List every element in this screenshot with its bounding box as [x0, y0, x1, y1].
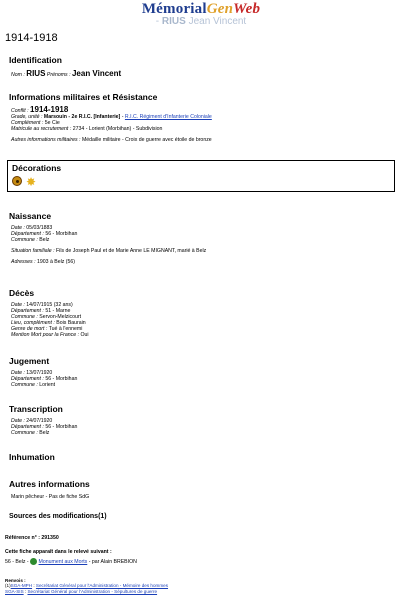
section-militaire: Informations militaires et Résistance: [9, 92, 158, 102]
sga-mph-desc-link[interactable]: Secrétariat Général pour l'Administration - Mémoire des hommes: [35, 583, 169, 589]
jugement-dept: Département : 56 - Morbihan: [11, 376, 78, 383]
transcription-dept: Département : 56 - Morbihan: [11, 424, 78, 431]
renvois-title: Renvois :: [5, 578, 26, 583]
releve-title: Cette fiche apparaît dans le relevé suivant :: [5, 549, 112, 555]
jugement-commune: Commune : Lorient: [11, 382, 56, 389]
naissance-dept: Département : 56 - Morbihan: [11, 231, 78, 238]
matricule-line: Matricule au recrutement : 2734 - Lorient (Morbihan) - Subdivision: [11, 126, 163, 133]
situation-familiale: Situation familiale : Fils de Joseph Paul et de Marie Anne LE MIGNANT, marié à Belz: [11, 248, 207, 255]
section-deces: Décès: [9, 288, 35, 298]
site-logo[interactable]: MémorialGenWeb: [141, 1, 261, 17]
adresses: Adresses : 1903 à Belz (56): [11, 259, 76, 266]
medaille-militaire-icon[interactable]: [12, 176, 22, 186]
sga-sis-link[interactable]: SGA-SIS: [5, 588, 24, 594]
nom-line: Nom : RIUS Prénoms : Jean Vincent: [11, 69, 122, 78]
deces-dept: Département : 51 - Marne: [11, 308, 71, 315]
deces-lieu: Lieu, complément : Bois Baurain: [11, 320, 86, 327]
complement-line: Complément : 5e Cie: [11, 120, 60, 127]
monument-aux-morts-link[interactable]: Monument aux Morts: [38, 558, 88, 565]
monument-icon: [30, 558, 37, 565]
section-naissance: Naissance: [9, 211, 52, 221]
section-decorations: Décorations: [12, 163, 62, 173]
section-transcription: Transcription: [9, 404, 63, 414]
deces-genre: Genre de mort : Tué à l'ennemi: [11, 326, 83, 333]
releve-line: 56 - Belz - Monument aux Morts - par Alain BREBION: [5, 558, 137, 565]
site-header: [0, 0, 402, 34]
naissance-commune: Commune : Belz: [11, 237, 50, 244]
jugement-date: Date : 13/07/1920: [11, 370, 53, 376]
naissance-date: Date : 05/03/1883: [11, 225, 53, 231]
section-jugement: Jugement: [9, 356, 50, 366]
deces-date: Date : 14/07/1915 (32 ans): [11, 302, 73, 308]
grade-line: Grade, unité : Marsouin - 2e R.I.C. [Infanterie] - R.I.C. Régiment d'Infanterie Coloniale: [11, 114, 212, 121]
section-sources: Sources des modifications(1): [9, 513, 107, 520]
section-inhumation: Inhumation: [9, 452, 55, 462]
sga-sis-desc-link[interactable]: Secrétariat Général pour l'Administration - Sépultures de guerre: [27, 588, 158, 594]
section-identification: Identification: [9, 55, 62, 65]
transcription-commune: Commune : Belz: [11, 430, 50, 437]
page-subtitle: - RIUS Jean Vincent: [155, 16, 247, 27]
renvoi-2: SGA-SIS : Secrétariat Général pour l'Administration - Sépultures de guerre: [5, 588, 158, 594]
renvoi-1: (1)SGA-MPH : Secrétariat Général pour l'Administration - Mémoire des hommes: [5, 583, 169, 589]
reference-line: Référence n° : 291350: [5, 535, 59, 541]
decorations-box: [7, 160, 395, 192]
deces-mention: Mention Mort pour la France : Oui: [11, 332, 89, 339]
conflict-years: 1914-1918: [5, 32, 58, 44]
deces-commune: Commune : Servon-Melzicourt: [11, 314, 82, 321]
ric-link[interactable]: R.I.C. Régiment d'Infanterie Coloniale: [124, 114, 212, 121]
conflit-line: Conflit : 1914-1918: [11, 105, 69, 114]
section-autres-informations: Autres informations: [9, 479, 90, 489]
sga-mph-link[interactable]: SGA-MPH: [10, 583, 33, 589]
transcription-date: Date : 24/07/1920: [11, 418, 53, 424]
autres-text: Marin pêcheur - Pas de fiche SdG: [11, 494, 90, 500]
croix-de-guerre-icon[interactable]: ✸: [25, 175, 37, 189]
autres-militaires-line: Autres informations militaires : Médaille militaire - Croix de guerre avec étoile de bronze: [11, 137, 212, 144]
